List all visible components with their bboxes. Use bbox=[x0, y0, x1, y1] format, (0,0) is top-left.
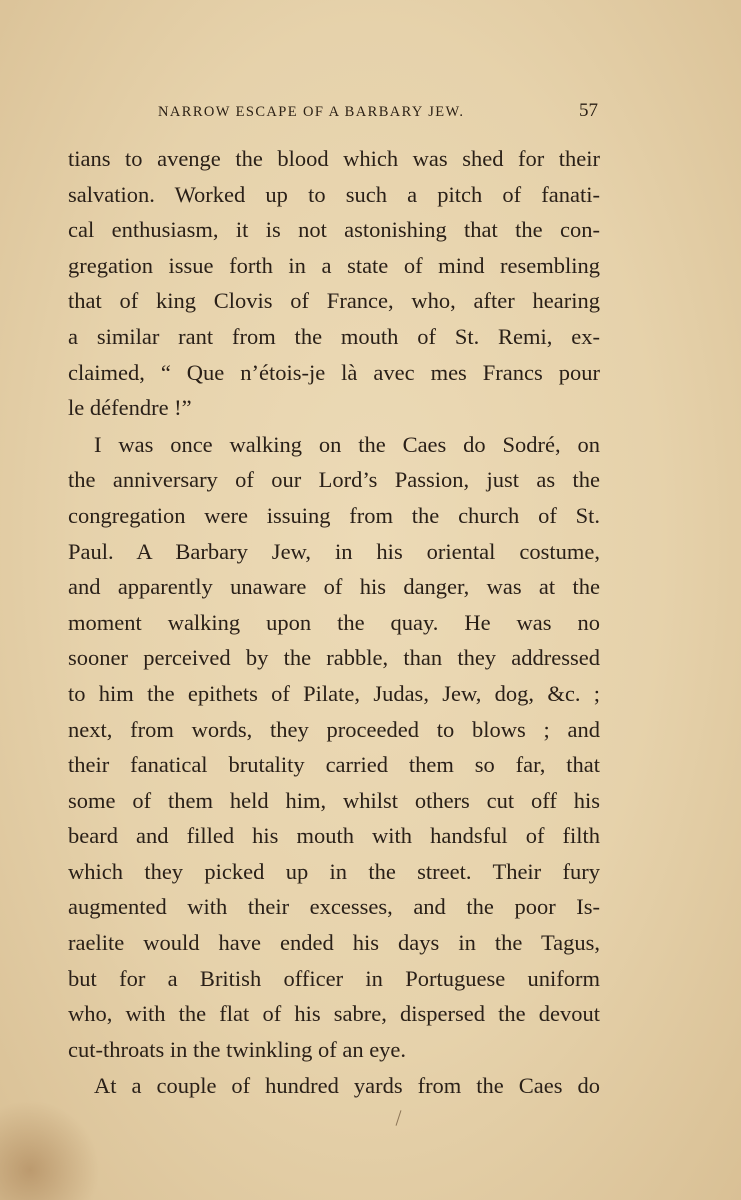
text-line: congregation were issuing from the church of St. bbox=[68, 502, 600, 528]
text-line: salvation. Worked up to such a pitch of fanati- bbox=[68, 181, 600, 207]
text-line: moment walking upon the quay. He was no bbox=[68, 609, 600, 635]
text-line: a similar rant from the mouth of St. Remi, ex- bbox=[68, 323, 600, 349]
text-line: gregation issue forth in a state of mind resembling bbox=[68, 252, 600, 278]
running-title: NARROW ESCAPE OF A BARBARY JEW. bbox=[158, 104, 465, 120]
page-stain bbox=[0, 1100, 100, 1200]
text-line: claimed, “ Que n’étois-je là avec mes Francs pour bbox=[68, 359, 600, 385]
text-line: le défendre !” bbox=[68, 395, 192, 421]
text-line: cal enthusiasm, it is not astonishing that the con- bbox=[68, 217, 600, 243]
text-line: Paul. A Barbary Jew, in his oriental costume, bbox=[68, 538, 600, 564]
page-number: 57 bbox=[579, 100, 598, 121]
text-line: augmented with their excesses, and the poor Is- bbox=[68, 894, 600, 920]
text-line: the anniversary of our Lord’s Passion, just as the bbox=[68, 467, 600, 493]
text-line: next, from words, they proceeded to blows ; and bbox=[68, 716, 600, 742]
text-line: At a couple of hundred yards from the Caes do bbox=[94, 1073, 600, 1099]
text-line: raelite would have ended his days in the Tagus, bbox=[68, 930, 600, 956]
text-line: I was once walking on the Caes do Sodré, on bbox=[94, 431, 600, 457]
text-line: to him the epithets of Pilate, Judas, Jew, dog, &c. ; bbox=[68, 680, 600, 706]
text-line: cut-throats in the twinkling of an eye. bbox=[68, 1036, 407, 1062]
text-line: who, with the flat of his sabre, dispersed the devout bbox=[68, 1001, 600, 1027]
text-line: beard and filled his mouth with handsful of filth bbox=[68, 823, 600, 849]
body-text bbox=[68, 141, 600, 1104]
text-line: some of them held him, whilst others cut off his bbox=[68, 787, 600, 813]
text-line: their fanatical brutality carried them so far, that bbox=[68, 752, 600, 778]
text-line: sooner perceived by the rabble, than they addressed bbox=[68, 645, 600, 671]
ink-mark bbox=[396, 1110, 402, 1126]
text-line: but for a British officer in Portuguese uniform bbox=[68, 965, 600, 991]
text-line: which they picked up in the street. Their fury bbox=[68, 858, 600, 884]
text-line: and apparently unaware of his danger, was at the bbox=[68, 574, 600, 600]
text-line: that of king Clovis of France, who, after hearing bbox=[68, 288, 600, 314]
text-line: tians to avenge the blood which was shed for their bbox=[68, 146, 600, 171]
page-header bbox=[68, 100, 600, 124]
